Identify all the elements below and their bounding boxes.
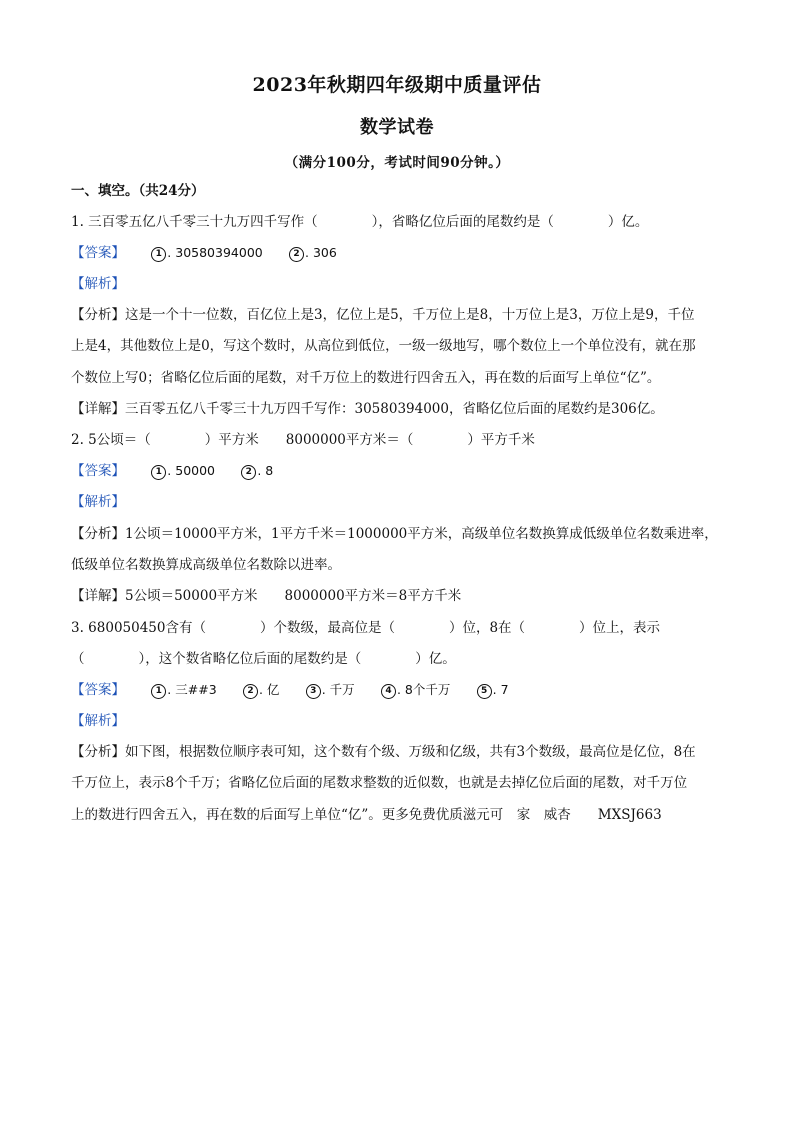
- answer-text: . 306: [305, 245, 337, 260]
- circled-number: 2: [241, 465, 256, 480]
- xiangjie-line: [71, 399, 731, 419]
- fenxi-line: [71, 305, 731, 325]
- analysis-tag-2: [71, 492, 731, 512]
- xiangjie-text: 三百零五亿八千零三十九万四千写作：30580394000，省略亿位后面的尾数约是306亿。: [125, 401, 664, 417]
- question-3: 3. 680050450含有（ ）个数级，最高位是（ ）位，8在（ ）位上，表示: [71, 620, 661, 636]
- answer-item: [151, 461, 215, 481]
- fenxi-tag: 【分析】: [71, 526, 125, 542]
- question-3-cont: （ ），这个数省略亿位后面的尾数约是（ ）亿。: [71, 651, 456, 667]
- analysis-tag-1: [71, 274, 731, 294]
- section-heading: 一、填空。（共24分）: [71, 183, 205, 199]
- answer-text: . 30580394000: [167, 245, 263, 260]
- fenxi-tag: 【分析】: [71, 307, 125, 323]
- answer-text: . 亿: [258, 682, 280, 697]
- answer-tag: 【答案】: [71, 245, 125, 261]
- xiangjie-text: 5公顷＝50000平方米 8000000平方米＝8平方千米: [125, 588, 462, 604]
- circled-number: 1: [151, 684, 166, 699]
- answer-row-2: [71, 461, 731, 481]
- circled-number: 5: [477, 684, 492, 699]
- fenxi-text: 1公顷＝10000平方米，1平方千米＝1000000平方米，高级单位名数换算成低级单位名数乘进率，: [125, 526, 718, 542]
- exam-subtitle: 数学试卷: [360, 117, 434, 138]
- answer-text: . 50000: [167, 463, 216, 478]
- fenxi-tag: 【分析】: [71, 744, 125, 760]
- answer-item: [151, 680, 216, 700]
- answer-tag: 【答案】: [71, 682, 125, 698]
- answer-row-3: [71, 680, 731, 700]
- answer-item: [151, 243, 262, 263]
- analysis-tag: 【解析】: [71, 713, 125, 729]
- fenxi-text: 如下图，根据数位顺序表可知，这个数有个级、万级和亿级，共有3个数级，最高位是亿位，8在: [125, 744, 696, 760]
- answer-row-1: [71, 243, 731, 263]
- circled-number: 2: [243, 684, 258, 699]
- fenxi-line: 低级单位名数换算成高级单位名数除以进率。: [71, 557, 341, 573]
- fenxi-text: 这是一个十一位数，百亿位上是3，亿位上是5，千万位上是8，十万位上是3，万位上是9，千位: [125, 307, 695, 323]
- xiangjie-tag: 【详解】: [71, 401, 125, 417]
- fenxi-line: [71, 524, 731, 544]
- fenxi-line: 个数位上写0；省略亿位后面的尾数，对千万位上的数进行四舍五入，再在数的后面写上单位“亿”。: [71, 370, 661, 386]
- answer-tag: 【答案】: [71, 463, 125, 479]
- question-2: 2. 5公顷＝（ ）平方米 8000000平方米＝（ ）平方千米: [71, 432, 535, 448]
- exam-note: （满分100分，考试时间90分钟。）: [284, 155, 510, 171]
- answer-item: [477, 680, 509, 700]
- answer-item: [241, 461, 273, 481]
- answer-text: . 8个千万: [396, 682, 451, 697]
- circled-number: 3: [306, 684, 321, 699]
- fenxi-line: 上的数进行四舍五入，再在数的后面写上单位“亿”。更多免费优质滋元可 家 威杏 MXSJ663: [71, 807, 662, 823]
- xiangjie-tag: 【详解】: [71, 588, 125, 604]
- analysis-tag: 【解析】: [71, 494, 125, 510]
- fenxi-line: [71, 742, 731, 762]
- circled-number: 4: [381, 684, 396, 699]
- circled-number: 1: [151, 247, 166, 262]
- answer-item: [289, 243, 337, 263]
- answer-text: . 三##3: [167, 682, 217, 697]
- xiangjie-line: [71, 586, 731, 606]
- circled-number: 2: [289, 247, 304, 262]
- answer-text: . 7: [492, 682, 509, 697]
- answer-item: [381, 680, 450, 700]
- circled-number: 1: [151, 465, 166, 480]
- question-1: 1. 三百零五亿八千零三十九万四千写作（ ），省略亿位后面的尾数约是（ ）亿。: [71, 214, 649, 230]
- fenxi-line: 上是4，其他数位上是0，写这个数时，从高位到低位，一级一级地写，哪个数位上一个单位没有，就在那: [71, 338, 696, 354]
- analysis-tag-3: [71, 711, 731, 731]
- answer-text: . 千万: [321, 682, 355, 697]
- answer-text: . 8: [257, 463, 274, 478]
- analysis-tag: 【解析】: [71, 276, 125, 292]
- fenxi-line: 千万位上，表示8个千万；省略亿位后面的尾数求整数的近似数，也就是去掉亿位后面的尾数，对千万位: [71, 775, 688, 791]
- exam-title: 2023年秋期四年级期中质量评估: [252, 74, 542, 96]
- answer-item: [306, 680, 355, 700]
- answer-item: [243, 680, 279, 700]
